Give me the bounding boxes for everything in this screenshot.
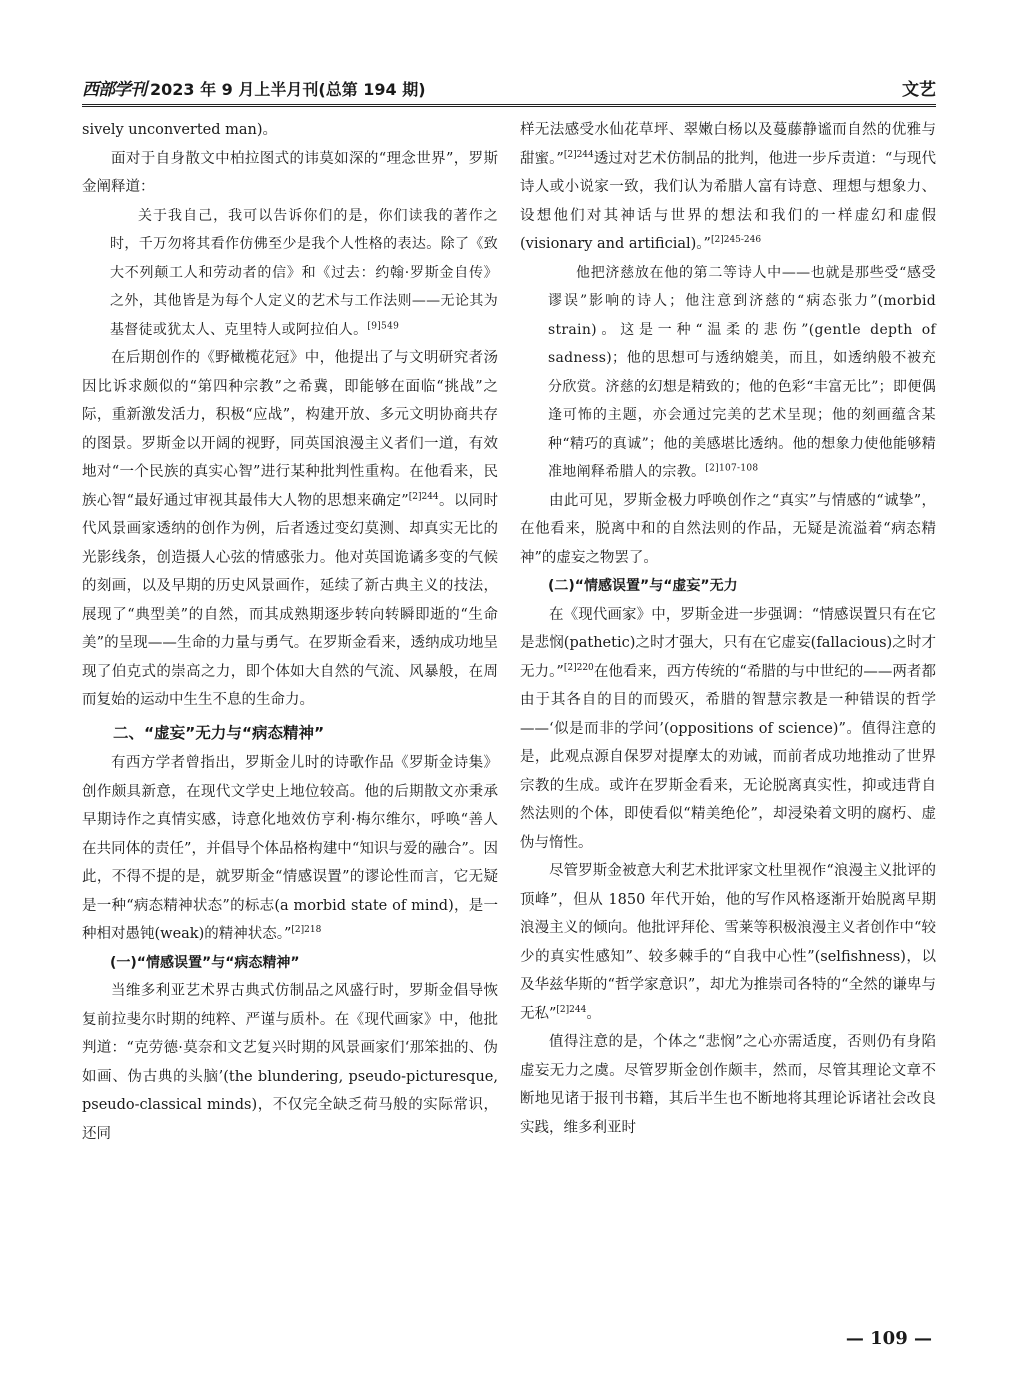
citation-mark: [9]549 (367, 320, 400, 331)
paragraph-text: 样无法感受水仙花草坪、翠嫩白杨以及蔓藤静谧而自然的优雅与甜蜜。” (520, 122, 936, 167)
right-column (520, 116, 936, 1142)
subsection-heading: (二)“情感误置”与“虚妄”无力 (548, 578, 738, 594)
quote-text (110, 202, 498, 345)
paragraph-text: 尽管罗斯金被意大利艺术批评家文杜里视作“浪漫主义批评的顶峰”，但从 1850 年代开始，他的写作风格逐渐开始脱离早期浪漫主义的倾向。他批评拜伦、雪莱等积极浪漫主义者创作中“较少的真实性感知”、较多棘手的“自我中心性”(selfishness)，以及华兹华斯的“哲学家意识”，却尤为推崇司各特的“全然的谦卑与无私” (520, 863, 936, 1022)
subsection-heading: (一)“情感误置”与“病态精神” (110, 954, 300, 971)
quote-body: 关于我自己，我可以告诉你们的是，你们读我的著作之时，千万勿将其看作仿佛至少是我个人性格的表达。除了《致大不列颠工人和劳动者的信》和《过去：约翰·罗斯金自传》之外，其他皆是为每个人定义的艺术与工作法则——无论其为基督徒或犹太人、克里特人或阿拉伯人。 (110, 207, 498, 338)
paragraph: 当维多利亚艺术界古典式仿制品之风盛行时，罗斯金倡导恢复前拉斐尔时期的纯粹、严谨与质朴。在《现代画家》中，他批判道：“克劳德·莫奈和文艺复兴时期的风景画家们‘那笨拙的、伪如画、伪古典的头脑’(the blundering, pseudo-picturesque, pseudo-classical minds)，不仅完全缺乏荷马般的实际常识，还同 (82, 983, 498, 1142)
running-header (82, 70, 936, 107)
citation-mark: [2]220 (563, 662, 594, 673)
journal-logo: 西部学刊 (82, 80, 146, 100)
citation-mark: [2]244 (563, 149, 594, 160)
quote-body: 他把济慈放在他的第二等诗人中——也就是那些受“感受谬误”影响的诗人；他注意到济慈的“病态张力”(morbid strain)。这是一种“温柔的悲伤”(gentle depth of sadness)；他的思想可与透纳媲美，而且，如透纳般不被充分欣赏。济慈的幻想是精致的；他的色彩“丰富无比”；即便偶逢可怖的主题，亦会通过完美的艺术呈现；他的刻画蕴含某种“精巧的真诚”；他的美感堪比透纳。他的想象力使他能够精准地阐释希腊人的宗教。 (548, 264, 936, 480)
section-heading: 二、“虚妄”无力与“病态精神” (113, 723, 325, 742)
issue-info: 2023 年 9 月上半月刊(总第 194 期) (150, 80, 426, 99)
citation-mark: [2]107-108 (705, 463, 759, 474)
citation-mark: [2]245-246 (710, 235, 762, 246)
paragraph (82, 749, 498, 949)
citation-mark: [2]244 (556, 1004, 587, 1015)
block-quote (548, 259, 936, 487)
paragraph (520, 601, 936, 858)
quote-text (548, 259, 936, 487)
block-quote (110, 202, 498, 345)
paragraph-text: 在他看来，西方传统的“希腊的与中世纪的——两者都由于其各自的目的而毁灭，希腊的智慧宗教是一种错误的哲学——‘似是而非的学问’(oppositions of science)”。值得注意的是，此观点源自保罗对提摩太的劝诫，而前者成功地推动了世界宗教的生成。或许在罗斯金看来，无论脱离真实性，抑或违背自然法则的个体，即使看似“精美绝伦”，却浸染着文明的腐朽、虚伪与惰性。 (520, 663, 936, 851)
paragraph (520, 857, 936, 1028)
citation-mark: [2]244 (408, 491, 439, 502)
paragraph (82, 344, 498, 715)
paragraph: sively unconverted man)。 (82, 122, 278, 138)
citation-mark: [2]218 (291, 925, 322, 936)
paragraph (520, 116, 936, 259)
header-left (82, 75, 426, 100)
paragraph-text: 有西方学者曾指出，罗斯金儿时的诗歌作品《罗斯金诗集》创作颇具新意，在现代文学史上地位较高。他的后期散文亦秉承早期诗作之真情实感，诗意化地效仿亨利·梅尔维尔，呼唤“善人在共同体的责任”，并倡导个体品格构建中“知识与爱的融合”。因此，不得不提的是，就罗斯金“情感误置”的谬论性而言，它无疑是一种“病态精神状态”的标志(a morbid state of mind)，是一种相对愚钝(weak)的精神状态。” (82, 755, 498, 942)
section-name: 文艺 (902, 80, 936, 100)
paragraph: 值得注意的是，个体之“悲悯”之心亦需适度，否则仍有身陷虚妄无力之虞。尽管罗斯金创作颇丰，然而，尽管其理论文章不断地见诸于报刊书籍，其后半生也不断地将其理论诉诸社会改良实践，维多利亚时 (520, 1034, 936, 1136)
paragraph: 面对于自身散文中柏拉图式的讳莫如深的“理念世界”，罗斯金阐释道： (82, 150, 498, 195)
paragraph-text: 。 (586, 1005, 601, 1022)
paragraph-text: 在《现代画家》中，罗斯金进一步强调：“情感误置只有在它是悲悯(pathetic)之时才强大，只有在它虚妄(fallacious)之时才无力。” (520, 606, 936, 680)
page-number: — 109 — (845, 1328, 932, 1349)
paragraph-text: 透过对艺术仿制品的批判，他进一步斥责道：“与现代诗人或小说家一致，我们认为希腊人富有诗意、理想与想象力、设想他们对其神话与世界的想法和我们的一样虚幻和虚假(visionary and artificial)。” (520, 150, 936, 252)
paragraph: 由此可见，罗斯金极力呼唤创作之“真实”与情感的“诚挚”，在他看来，脱离中和的自然法则的作品，无疑是流溢着“病态精神”的虚妄之物罢了。 (520, 492, 936, 566)
paragraph-text: 在后期创作的《野橄榄花冠》中，他提出了与文明研究者汤因比诉求颇似的“第四种宗教”之希冀，即能够在面临“挑战”之际，重新激发活力，积极“应战”，构建开放、多元文明协商共存的图景。罗斯金以开阔的视野，同英国浪漫主义者们一道，有效地对“一个民族的真实心智”进行某种批判性重构。在他看来，民族心智“最好通过审视其最伟大人物的思想来确定” (82, 350, 498, 509)
paragraph-text: 。以同时代风景画家透纳的创作为例，后者透过变幻莫测、却真实无比的光影线条，创造摄人心弦的情感张力。他对英国诡谲多变的气候的刻画，以及早期的历史风景画作，延续了新古典主义的技法，展现了“典型美”的自然，而其成熟期逐步转向转瞬即逝的“生命美”的呈现——生命的力量与勇气。在罗斯金看来，透纳成功地呈现了伯克式的崇高之力，即个体如大自然的气流、风暴般，在周而复始的运动中生生不息的生命力。 (82, 492, 498, 708)
left-column (82, 116, 498, 1148)
